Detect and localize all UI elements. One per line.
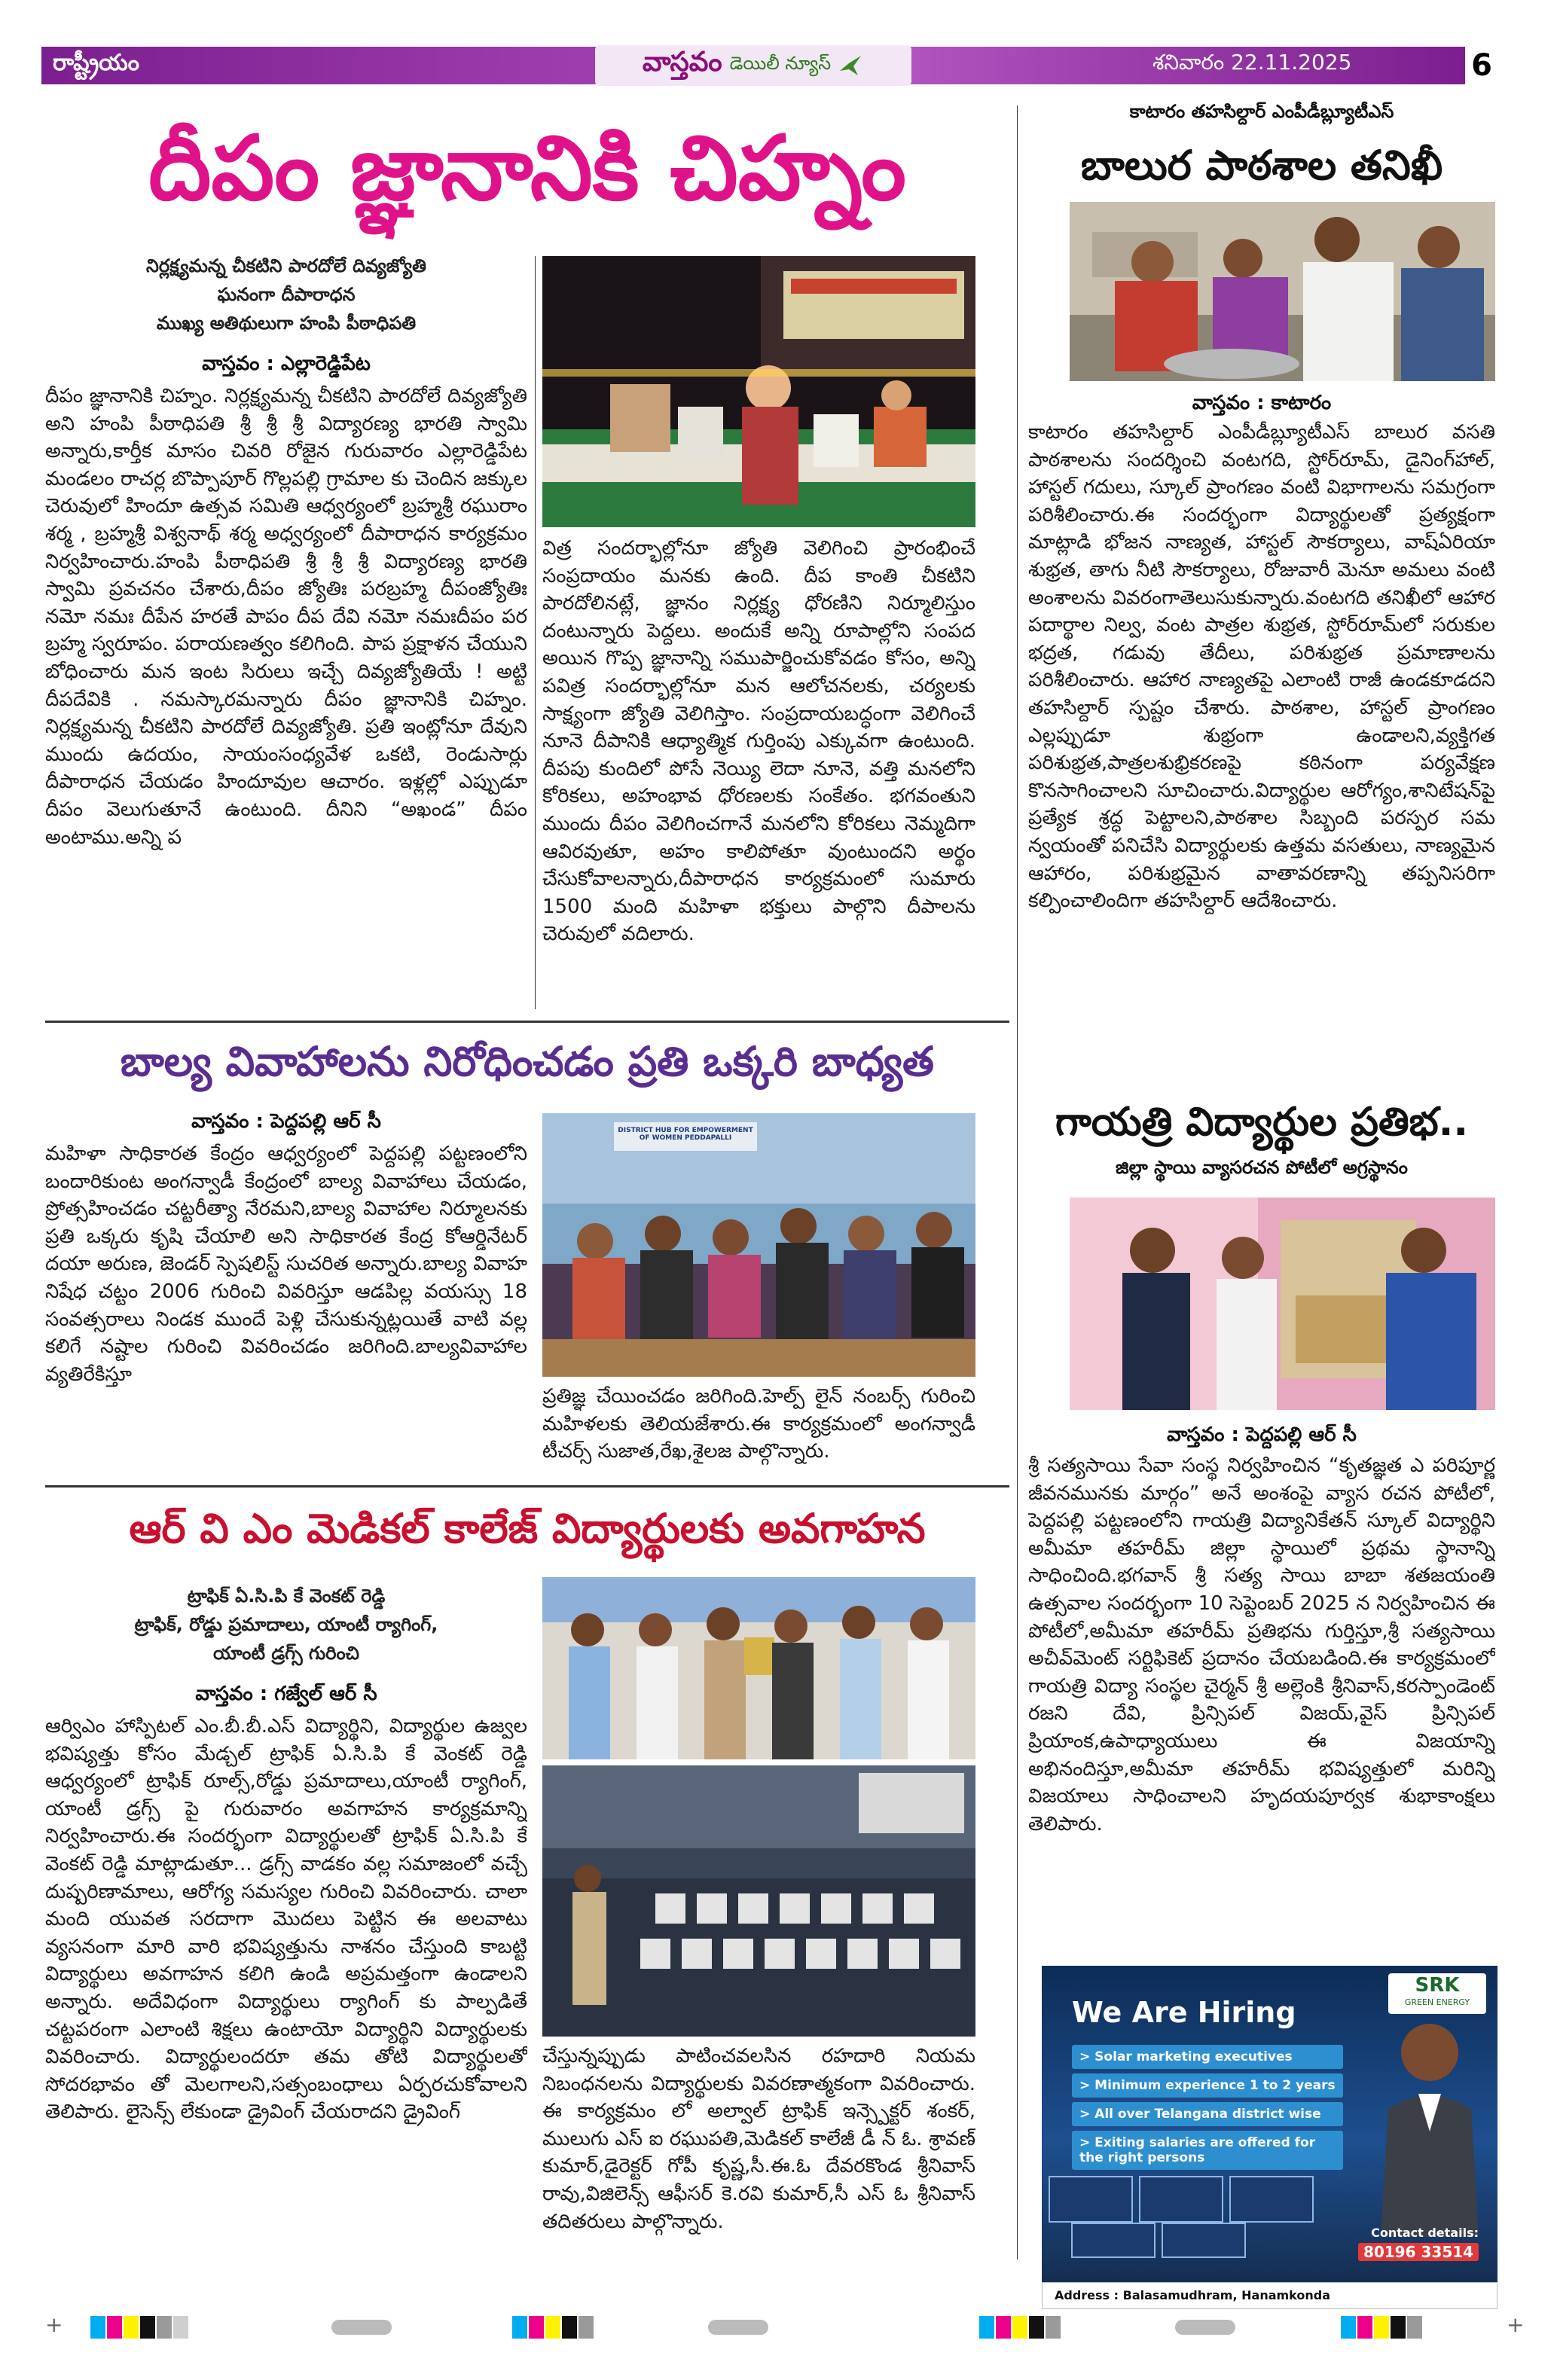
brand-logo (595, 45, 911, 86)
deepam-subhead-3: ముఖ్య అతిథులుగా హంపి పీఠాధిపతి (156, 313, 417, 334)
brand-subtitle: డెయిలీ న్యూస్ (729, 53, 832, 74)
srk-logo-subtitle: GREEN ENERGY (1404, 1997, 1470, 2007)
balura-dateline: వాస్తవం : కాటారం (1192, 392, 1332, 414)
person-silhouette-icon (1373, 2011, 1486, 2237)
ad-contact-label: Contact details: (1371, 2226, 1479, 2240)
issue-date: శనివారం 22.11.2025 (1152, 50, 1352, 75)
deepam-photo (542, 256, 975, 527)
balura-photo (1070, 202, 1495, 381)
rvm-photo-award (542, 1577, 975, 1759)
gayatri-headline: గాయత్రి విద్యార్థుల ప్రతిభ.. (1055, 1100, 1469, 1145)
rvm-subhead-3: యాంటీ డ్రగ్స్ గురించి (212, 1643, 360, 1664)
rvm-headline: ఆర్ వి ఎం మెడికల్ కాలేజ్ విద్యార్థులకు అవగాహన (129, 1505, 926, 1552)
balura-headline: బాలుర పాఠశాల తనిఖీ (1080, 142, 1443, 189)
page-number: 6 (1465, 45, 1498, 86)
ad-item: > Solar marketing executives (1072, 2045, 1343, 2069)
gayatri-body: శ్రీ సత్యసాయి సేవా సంస్థ నిర్వహించిన “కృతజ్ఞత ఎ పరిపూర్ణ జీవనమునకు మార్గం” అనే అంశంపై వ్యాస రచన పోటీలో, పెద్దపల్లి పట్టణంలోని గాయత్రి విద్యానికేతన్ స్కూల్ విద్యార్థిని అమీమా తహరీమ్ జిల్లా స్థాయిలో ప్రథమ స్థానాన్ని సాధించింది.భగవాన్ శ్రీ సత్య సాయి బాబా శతజయంతి ఉత్సవాల సందర్భంగా 10 సెప్టెంబర్ 2025 న నిర్వహించిన ఈ పోటీలో,అమీమా తహరీమ్ ప్రతిభను గుర్తిస్తూ,శ్రీ సత్యసాయి అచీవ్‌మెంట్ సర్టిఫికెట్ ప్రదానం చేయబడింది.ఈ కార్యక్రమంలో గాయత్రి విద్యా సంస్థల చైర్మన్ శ్రీ అల్లెంకి శ్రీనివాస్,కరస్పాండెంట్ రజని దేవి, ప్రిన్సిపల్ విజయ్,వైస్ ప్రిన్సిపల్ ప్రియాంక,ఉపాధ్యాయులు ఈ విజయాన్ని అభినందిస్తూ,అమీమా తహరీమ్ భవిష్యత్తులో మరిన్ని విజయాలు సాధించాలని హృదయపూర్వక శుభాకాంక్షలు తెలిపారు. (1028, 1454, 1495, 1835)
gayatri-subhead: జిల్లా స్థాయి వ్యాసరచన పోటీలో అగ్రస్థానం (1116, 1157, 1408, 1178)
ad-item: > Exiting salaries are offered for the right persons (1072, 2131, 1343, 2170)
rvm-body-col2: చేస్తున్నప్పుడు పాటించవలసిన రహదారి నియమ నిబంధనలను విద్యార్థులకు వివరణాత్మకంగా వివరించారు. ఈ కార్యక్రమం లో అల్వాల్ ట్రాఫిక్ ఇన్స్పెక్టర్ శంకర్, ములుగు ఎస్ ఐ రఘుపతి,మెడికల్ కాలేజీ డీ న్ ఓ. శ్రావణ్ కుమార్,డైరెక్టర్ గోపీ కృష్ణ,సీ.ఈ.ఓ దేవరకొండ శ్రీనివాస్ రావు,విజిలెన్స్ ఆఫీసర్ కె.రవి కుమార్,సీ ఎస్ ఓ శ్రీనివాస్ తదితరులు పాల్గొన్నారు. (542, 2045, 975, 2233)
srk-logo (1388, 1973, 1486, 2014)
column-divider (1017, 105, 1018, 2259)
deepam-subheads (45, 252, 527, 337)
section-label: రాష్ట్రీయం (53, 50, 139, 76)
registration-mark: + (1507, 2312, 1525, 2337)
ad-item: > Minimum experience 1 to 2 years (1072, 2073, 1343, 2098)
hiring-advertisement (1042, 1966, 1497, 2282)
rvm-subhead-2: ట్రాఫిక్, రోడ్డు ప్రమాదాలు, యాంటీ ర్యాగింగ్, (134, 1614, 438, 1635)
ad-address: Address : Balasamudhram, Hanamkonda (1042, 2282, 1497, 2309)
balura-kicker: కాటారం తహసిల్దార్ ఎంపీడీబ్ల్యూటీఎస్ (1129, 101, 1394, 122)
color-bars-icon (90, 2316, 1507, 2339)
rvm-dateline: వాస్తవం : గజ్వేల్ ఆర్ సీ (195, 1683, 377, 1705)
ad-item: > All over Telangana district wise (1072, 2102, 1343, 2126)
gayatri-dateline: వాస్తవం : పెద్దపల్లి ఆర్ సీ (1167, 1423, 1357, 1446)
deepam-headline: దీపం జ్ఞానానికి చిహ్నం (148, 116, 906, 220)
deepam-body-col1: దీపం జ్ఞానానికి చిహ్నం. నిర్లక్ష్యమన్న చీకటిని పారదోలే దివ్యజ్యోతి అని హంపి పీఠాధిపతి శ్రీ శ్రీ శ్రీ విద్యారణ్య భారతి స్వామి అన్నారు,కార్తీక మాసం చివరి రోజైన గురువారం ఎల్లారెడ్డిపేట మండలం రాచర్ల బొప్పాపూర్ గొల్లపల్లి గ్రామాల కు చెందిన జక్కుల చెరువులో హిందూ ఉత్సవ సమితి ఆధ్వర్యంలో బ్రహ్మశ్రీ రఘురాం శర్మ , బ్రహ్మశ్రీ విశ్వనాథ్ శర్మ అధ్వర్యంలో దీపారాధన కార్యక్రమం నిర్వహించారు.హంపి పీఠాధిపతి శ్రీ శ్రీ శ్రీ విద్యారణ్య భారతి స్వామి ప్రవచనం చేశారు,దీపం జ్యోతిః పరబ్రహ్మ దీపంజ్యోతిః నమో నమః దీపేన హరతే పాపం దీప దేవి నమో నమఃదీపం పర బ్రహ్మ స్వరూపం. పరాయణత్వం కలిగింది. పాప ప్రక్షాళన చేయుని బోధించారు మన ఇంట సిరులు ఇచ్చే దివ్యజ్యోతియే ! అట్టి దీపదేవికి . నమస్కారమన్నారు దీపం జ్ఞానానికి చిహ్నం. నిర్లక్ష్యమన్న చీకటిని పారదోలే దివ్యజ్యోతి. ప్రతి ఇంట్లోనూ దేవుని ముందు ఉదయం, సాయంసంధ్యవేళ ఒకటి, రెండుసార్లు దీపారాధన చేయడం హిందూవుల ఆచారం. ఇళ్లల్లో ఎప్పుడూ దీపం వెలుగుతూనే ఉంటుంది. దీనిని “అఖండ” దీపం అంటాము.అన్ని ప (45, 385, 527, 849)
srk-logo-text: SRK (1415, 1974, 1460, 1997)
balya-photo-banner: DISTRICT HUB FOR EMPOWERMENT OF WOMEN PEDDAPALLI (618, 1127, 753, 1142)
deepam-body-col2: విత్ర సందర్భాల్లోనూ జ్యోతి వెలిగించి ప్రారంభించే సంప్రదాయం మనకు ఉంది. దీప కాంతి చీకటిని పారదోలినట్లే, జ్ఞానం నిర్లక్ష్య ధోరణిని నిర్మూలిస్తుం దంటున్నారు పెద్దలు. అందుకే అన్ని రూపాల్లోని సంపద అయిన గొప్ప జ్ఞానాన్ని సముపార్జించుకోవడం కోసం, అన్ని పవిత్ర సందర్భాల్లోనూ మన ఆలోచనలకు, చర్యలకు సాక్ష్యంగా జ్యోతి వెలిగిస్తాం. సంప్రదాయబద్ధంగా వెలిగించే నూనె దీపానికి ఆధ్యాత్మిక గుర్తింపు ఎక్కువగా ఉంటుంది. దీపపు కుందిలో పోసే నెయ్యి లెదా నూనె, వత్తి మనలోని కోరికలు, అహంభావ ధోరణలకు సంకేతం. భగవంతుని ముందు దీపం వెలిగించగానే మనలోని కోరికలు నెమ్మదిగా ఆవిరవుతూ, అహం కాలిపోతూ వుంటుందని అర్థం చేసుకోవాలన్నారు,దీపారాధన కార్యక్రమంలో సుమారు 1500 మంది మహిళా భక్తులు పాల్గొని దీపాలను చెరువులో వదిలారు. (542, 537, 975, 946)
rvm-photo-auditorium (542, 1765, 975, 2037)
rvm-subheads (45, 1582, 527, 1668)
registration-mark: + (45, 2312, 63, 2337)
gayatri-photo (1070, 1198, 1495, 1410)
balya-headline: బాల్య వివాహాలను నిరోధించడం ప్రతి ఒక్కరి బాధ్యత (120, 1038, 935, 1085)
bird-logo-icon (838, 54, 864, 77)
section-divider (45, 1485, 1009, 1488)
deepam-subhead-2: ఘనంగా దీపారాధన (217, 284, 356, 305)
section-divider (45, 1021, 1009, 1023)
solar-panels-icon (1042, 2169, 1328, 2259)
ad-contact-phone: 80196 33514 (1358, 2243, 1479, 2261)
rvm-body-col1: ఆర్విఎం హాస్పిటల్ ఎం.బీ.బీ.ఎస్ విద్యార్థిని, విద్యార్థుల ఉజ్వల భవిష్యత్తు కోసం మేడ్చల్ ట్రాఫిక్ ఏ.సి.పి కే వెంకట్ రెడ్డి ఆధ్వర్యంలో ట్రాఫిక్ రూల్స్,రోడ్డు ప్రమాదాలు,యాంటీ ర్యాగింగ్, యాంటీ డ్రగ్స్ పై గురువారం అవగాహన కార్యక్రమాన్ని నిర్వహించారు.ఈ సందర్భంగా విద్యార్థులతో ట్రాఫిక్ ఏ.సి.పి కే వెంకట్ రెడ్డి మాట్లాడుతూ... డ్రగ్స్ వాడకం వల్ల సమాజంలో వచ్చే దుష్పరిణామాలు, ఆరోగ్య సమస్యల గురించి వివరించారు. చాలా మంది యువత సరదాగా మొదలు పెట్టిన ఈ అలవాటు వ్యసనంగా మారి వారి భవిష్యత్తును నాశనం చేస్తుంది కాబట్టి విద్యార్థులు అవగాహన కలిగి ఉండి అప్రమత్తంగా ఉండాలని అన్నారు. అదేవిధంగా విద్యార్థులు ర్యాగింగ్ కు పాల్పడితే చట్టపరంగా ఎలాంటి శిక్షలు ఉంటాయో విద్యార్థిని విద్యార్థులకు వివరించారు. విద్యార్థులందరూ తమ తోటి విద్యార్థులతో సోదరభావం తో మెలగాలని,సత్సంబంధాలు ఏర్పరచుకోవాలని తెలిపారు. లైసెన్స్ లేకుండా డ్రైవింగ్ చేయరాదని డ్రైవింగ్ (45, 1715, 527, 2124)
balya-body-col2: ప్రతిజ్ఞ చేయించడం జరిగింది.హెల్ప్ లైన్ నంబర్స్ గురించి మహిళలకు తెలియజేశారు.ఈ కార్యక్రమంలో అంగన్వాడీ టీచర్స్ సుజాత,రేఖ,శైలజ పాల్గొన్నారు. (542, 1385, 975, 1463)
balya-body-col1: మహిళా సాధికారత కేంద్రం ఆధ్వర్యంలో పెద్దపల్లి పట్టణంలోని బందారికుంట అంగన్వాడీ కేంద్రంలో బాల్య వివాహాలు చేయడం, ప్రోత్సహించడం చట్టరీత్యా నేరమని,బాల్య వివాహాల నిర్మూలనకు ప్రతి ఒక్కరు కృషి చేయాలి అని సాధికారత కేంద్ర కోఆర్డినేటర్ దయా అరుణ, జెండర్ స్పెషలిస్ట్ సుచరిత అన్నారు.బాల్య వివాహ నిషేధ చట్టం 2006 గురించి వివరిస్తూ ఆడపిల్ల వయస్సు 18 సంవత్సరాలు నిండక ముందే పెళ్లి చేసుకున్నట్లయితే వాటి వల్ల కలిగే నష్టాల గురించి వివరించడం జరిగింది.బాల్యవివాహాల వ్యతిరేకిస్తూ (45, 1143, 527, 1386)
column-divider (535, 256, 536, 1009)
ad-requirements-list (1072, 2045, 1343, 2170)
balya-dateline: వాస్తవం : పెద్దపల్లి ఆర్ సీ (191, 1110, 381, 1133)
brand-name: వాస్తవం (642, 47, 722, 78)
rvm-subhead-1: ట్రాఫిక్ ఏ.సి.పి కే వెంకట్ రెడ్డి (187, 1585, 386, 1606)
ad-title: We Are Hiring (1072, 1996, 1296, 2029)
balura-body: కాటారం తహసిల్దార్ ఎంపీడీబ్ల్యూటీఎస్ బాలుర వసతి పాఠశాలను సందర్శించి వంటగది, స్టోర్‌రూమ్, డైనింగ్‌హాల్, హాస్టల్ గదులు, స్కూల్ ప్రాంగణం వంటి విభాగాలను సమగ్రంగా పరిశీలించారు.ఈ సందర్భంగా విద్యార్థులతో ప్రత్యక్షంగా మాట్లాడి భోజన నాణ్యత, హాస్టల్ సౌకర్యాలు, వాష్‌ఏరియా శుభ్రత, తాగు నీటి సౌకర్యాలు, రోజువారీ మెనూ అమలు వంటి అంశాలను వివరంగాతెలుసుకున్నారు.వంటగది తనిఖీలో ఆహార పదార్థాల నిల్వ, వంట పాత్రల శుభ్రత, స్టోర్‌రూమ్‌లో సరుకుల భద్రత, గడువు తేదీలు, పరిశుభ్రత ప్రమాణాలను పరిశీలించారు. ఆహార నాణ్యతపై ఎలాంటి రాజీ ఉండకూడదని తహసిల్దార్ స్పష్టం చేశారు. పాఠశాల, హాస్టల్ ప్రాంగణం ఎల్లప్పుడూ శుభ్రంగా ఉండాలని,వ్యక్తిగత పరిశుభ్రత,పాత్రలశుభ్రికరణపై కఠినంగా పర్యవేక్షణ కొనసాగించాలని సూచించారు.విద్యార్థుల ఆరోగ్యం,శానిటేషన్‌పై ప్రత్యేక శ్రద్ధ పెట్టాలని,పాఠశాల సిబ్బంది పరస్పర సమ న్వయంతో పనిచేసి విద్యార్థులకు ఉత్తమ వసతులు, నాణ్యమైన ఆహారం, పరిశుభ్రమైన వాతావరణాన్ని తప్పనిసరిగా కల్పించాలిందిగా తహసిల్దార్ ఆదేశించారు. (1028, 421, 1495, 913)
deepam-subhead-1: నిర్లక్ష్యమన్న చీకటిని పారదోలే దివ్యజ్యోతి (146, 255, 426, 276)
balya-photo (542, 1113, 975, 1377)
deepam-dateline: వాస్తవం : ఎల్లారెడ్డిపేట (202, 352, 371, 375)
